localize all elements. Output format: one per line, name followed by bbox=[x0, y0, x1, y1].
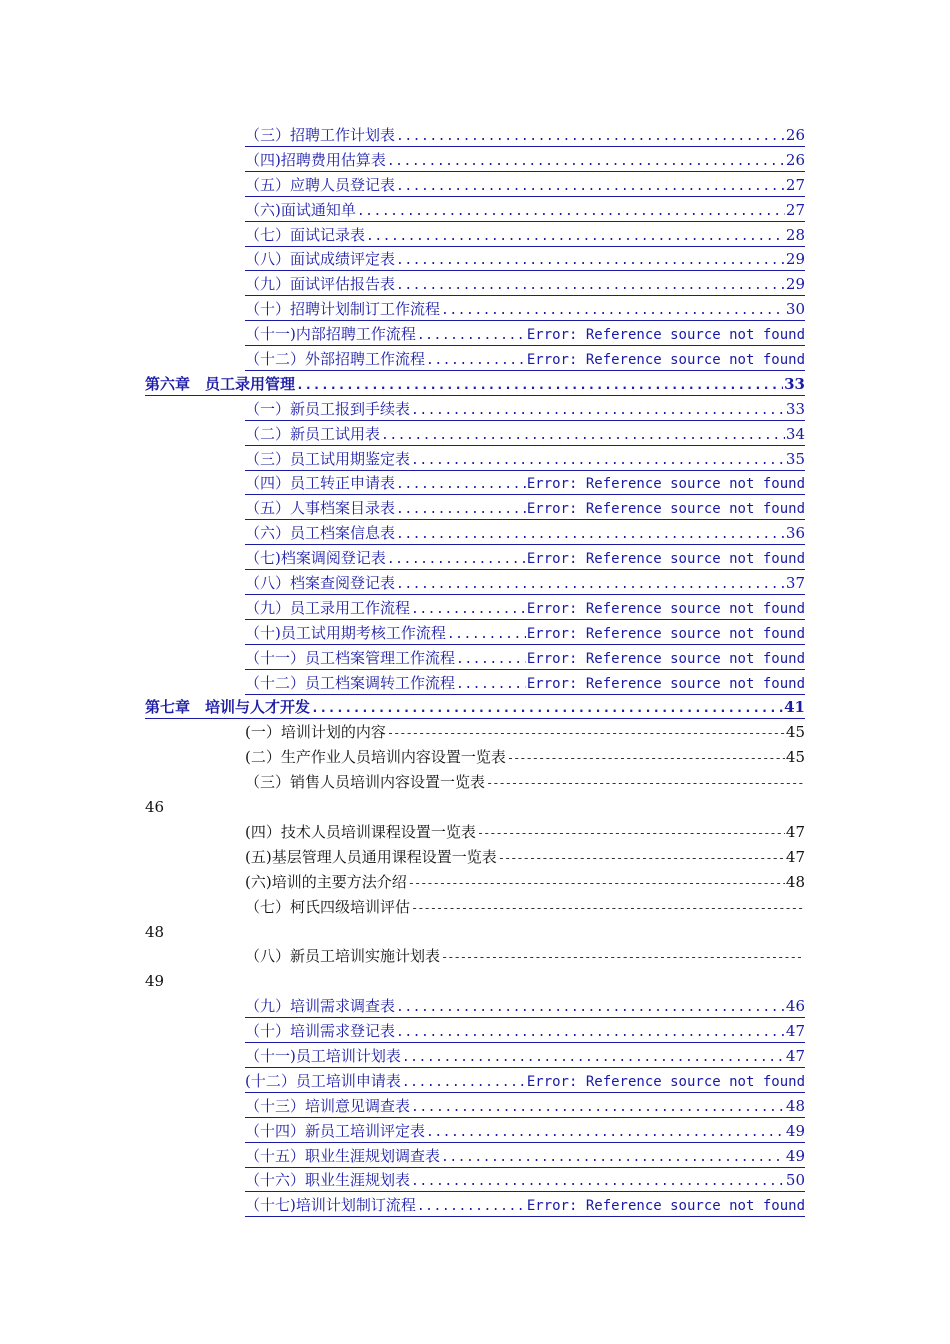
toc-page-number: 47 bbox=[785, 1022, 805, 1041]
toc-wrapped-page-number bbox=[0, 970, 950, 995]
toc-entry-line bbox=[245, 248, 805, 271]
toc-page-number: 46 bbox=[145, 798, 165, 817]
toc-page-number: 27 bbox=[785, 200, 805, 219]
toc-entry-line bbox=[245, 995, 805, 1018]
toc-entry-title: （十四）新员工培训评定表 bbox=[245, 1121, 426, 1140]
toc-entry-line bbox=[245, 721, 805, 743]
toc-entry-line bbox=[245, 298, 805, 321]
toc-entry-title: (一）培训计划的内容 bbox=[245, 723, 386, 742]
toc-entry-title: （十二）员工档案调转工作流程 bbox=[245, 673, 456, 692]
toc-entry bbox=[0, 896, 950, 921]
toc-page-number: 30 bbox=[785, 300, 805, 319]
toc-entry-title: (五)基层管理人员通用课程设置一览表 bbox=[245, 847, 497, 866]
toc-entry-title: （十一）员工档案管理工作流程 bbox=[245, 648, 456, 667]
toc-chapter-entry[interactable] bbox=[0, 696, 950, 721]
toc-page-number: 26 bbox=[785, 150, 805, 169]
toc-entry-title: (十二）员工培训申请表 bbox=[245, 1071, 401, 1090]
toc-page-number: 34 bbox=[785, 424, 805, 443]
toc-entry-title: （八）面试成绩评定表 bbox=[245, 250, 396, 269]
toc-entry-line bbox=[245, 945, 805, 967]
toc-entry[interactable] bbox=[0, 248, 950, 273]
toc-reference-error: Error: Reference source not found bbox=[526, 1073, 805, 1090]
toc-page-number: 45 bbox=[785, 723, 805, 742]
toc-entry-line bbox=[245, 1095, 805, 1118]
toc-entry-line bbox=[245, 149, 805, 172]
toc-entry bbox=[0, 721, 950, 746]
toc-entry-line bbox=[245, 174, 805, 197]
toc-entry-title: （九）面试评估报告表 bbox=[245, 275, 396, 294]
toc-entry-line bbox=[145, 373, 805, 396]
toc-page-number: 29 bbox=[785, 275, 805, 294]
toc-reference-error: Error: Reference source not found bbox=[526, 650, 805, 667]
toc-page-number: 37 bbox=[785, 574, 805, 593]
toc-entry-line bbox=[145, 696, 805, 719]
toc-entry-title: （十二）外部招聘工作流程 bbox=[245, 350, 426, 369]
toc-page-number: 26 bbox=[785, 126, 805, 144]
toc-entry[interactable] bbox=[0, 423, 950, 448]
toc-entry-line bbox=[245, 746, 805, 768]
toc-entry[interactable] bbox=[0, 1120, 950, 1145]
toc-entry[interactable] bbox=[0, 174, 950, 199]
toc-entry-line bbox=[245, 398, 805, 421]
toc-entry[interactable] bbox=[0, 572, 950, 597]
toc-dot-leader bbox=[417, 325, 526, 346]
toc-page-number: 41 bbox=[784, 698, 805, 717]
toc-entry-line bbox=[245, 522, 805, 545]
toc-entry-line bbox=[245, 896, 805, 918]
toc-dot-leader bbox=[381, 425, 785, 446]
toc-dot-leader bbox=[498, 847, 785, 868]
toc-entry-line bbox=[245, 572, 805, 595]
toc-reference-error: Error: Reference source not found bbox=[526, 1198, 805, 1215]
toc-dot-leader bbox=[507, 747, 785, 768]
toc-dot-leader bbox=[387, 722, 785, 743]
toc-entry[interactable] bbox=[0, 622, 950, 647]
toc-entry-line bbox=[245, 622, 805, 645]
toc-dot-leader bbox=[456, 674, 526, 695]
toc-dot-leader bbox=[396, 524, 785, 545]
toc-entry-title: （六）员工档案信息表 bbox=[245, 524, 396, 543]
toc-entry-line bbox=[245, 1045, 805, 1068]
toc-dot-leader bbox=[402, 1072, 526, 1093]
toc-entry bbox=[0, 945, 950, 970]
toc-entry-line bbox=[245, 1070, 805, 1093]
toc-dot-leader bbox=[396, 997, 785, 1018]
toc-page-number: 47 bbox=[785, 1046, 805, 1065]
toc-entry[interactable] bbox=[0, 995, 950, 1020]
toc-dot-leader bbox=[311, 698, 783, 719]
toc-entry[interactable] bbox=[0, 149, 950, 174]
toc-page-number: 48 bbox=[145, 922, 165, 941]
toc-entry-line bbox=[245, 597, 805, 620]
toc-entry-title: （十五）职业生涯规划调查表 bbox=[245, 1146, 441, 1165]
toc-entry bbox=[0, 746, 950, 771]
toc-entry-title: （十三）培训意见调查表 bbox=[245, 1096, 411, 1115]
toc-entry[interactable] bbox=[0, 672, 950, 697]
toc-entry[interactable] bbox=[0, 348, 950, 373]
toc-entry-line bbox=[145, 921, 805, 943]
toc-page-number: 33 bbox=[784, 374, 805, 393]
toc-entry-title: （三）招聘工作计划表 bbox=[245, 126, 396, 144]
toc-chapter-entry[interactable] bbox=[0, 373, 950, 398]
toc-reference-error: Error: Reference source not found bbox=[526, 501, 805, 518]
toc-entry-line bbox=[245, 547, 805, 570]
toc-entry-title: （九）员工录用工作流程 bbox=[245, 598, 411, 617]
toc-dot-leader bbox=[396, 275, 785, 296]
toc-entry[interactable] bbox=[0, 597, 950, 622]
toc-entry-title: （三）销售人员培训内容设置一览表 bbox=[245, 773, 486, 792]
toc-entry-line bbox=[245, 1169, 805, 1192]
toc-reference-error: Error: Reference source not found bbox=[526, 625, 805, 642]
toc-dot-leader bbox=[396, 176, 785, 197]
toc-entry-title: （八）档案查阅登记表 bbox=[245, 574, 396, 593]
toc-entry-title: （三）员工试用期鉴定表 bbox=[245, 449, 411, 468]
toc-entry-line bbox=[145, 970, 805, 992]
toc-entry bbox=[0, 821, 950, 846]
toc-entry[interactable] bbox=[0, 1095, 950, 1120]
toc-dot-leader bbox=[411, 1097, 785, 1118]
toc-entry-line bbox=[245, 448, 805, 471]
toc-reference-error: Error: Reference source not found bbox=[526, 675, 805, 692]
toc-page-number: 50 bbox=[785, 1171, 805, 1190]
toc-reference-error: Error: Reference source not found bbox=[526, 327, 805, 344]
toc-dot-leader bbox=[441, 300, 785, 321]
toc-entry-line bbox=[145, 796, 805, 818]
toc-entry-title: （一）新员工报到手续表 bbox=[245, 399, 411, 418]
toc-entry-title: 第六章 员工录用管理 bbox=[145, 374, 296, 393]
toc-page-number: 29 bbox=[785, 250, 805, 269]
toc-entry-line bbox=[245, 124, 805, 147]
toc-entry-line bbox=[245, 1120, 805, 1143]
toc-entry[interactable] bbox=[0, 224, 950, 249]
toc-entry bbox=[0, 871, 950, 896]
toc-page-number: 48 bbox=[785, 872, 805, 891]
toc-entry-line bbox=[245, 821, 805, 843]
toc-dot-leader bbox=[411, 599, 526, 620]
toc-entry-title: （九）培训需求调查表 bbox=[245, 997, 396, 1016]
toc-entry[interactable] bbox=[0, 298, 950, 323]
toc-dot-leader bbox=[396, 126, 785, 147]
toc-dot-leader bbox=[387, 151, 785, 172]
toc-entry-title: （八）新员工培训实施计划表 bbox=[245, 947, 441, 966]
toc-entry[interactable] bbox=[0, 1020, 950, 1045]
toc-entry bbox=[0, 771, 950, 796]
toc-dot-leader bbox=[411, 400, 785, 421]
toc-page-number: 49 bbox=[785, 1146, 805, 1165]
toc-page-number: 45 bbox=[785, 748, 805, 767]
toc-dot-leader bbox=[366, 226, 785, 247]
toc-entry-line bbox=[245, 846, 805, 868]
toc-entry-line bbox=[245, 1194, 805, 1217]
toc-entry-line bbox=[245, 1020, 805, 1043]
toc-entry-line bbox=[245, 273, 805, 296]
toc-dot-leader bbox=[441, 1147, 785, 1168]
toc-entry-title: （七)档案调阅登记表 bbox=[245, 549, 386, 568]
toc-page-number: 36 bbox=[785, 524, 805, 543]
toc-page-number: 27 bbox=[785, 175, 805, 194]
table-of-contents bbox=[0, 124, 950, 1219]
toc-entry[interactable] bbox=[0, 1194, 950, 1219]
toc-entry-title: （十)员工试用期考核工作流程 bbox=[245, 623, 446, 642]
toc-entry-line bbox=[245, 647, 805, 670]
toc-entry-line bbox=[245, 1145, 805, 1168]
toc-reference-error: Error: Reference source not found bbox=[526, 551, 805, 568]
toc-entry bbox=[0, 846, 950, 871]
toc-page-number: 49 bbox=[145, 972, 165, 991]
toc-entry-title: （十七)培训计划制订流程 bbox=[245, 1196, 416, 1215]
toc-entry-title: （十一)内部招聘工作流程 bbox=[245, 325, 416, 344]
toc-entry-title: (四）技术人员培训课程设置一览表 bbox=[245, 822, 476, 841]
toc-entry[interactable] bbox=[0, 1169, 950, 1194]
toc-entry[interactable] bbox=[0, 448, 950, 473]
toc-entry-title: （十）招聘计划制订工作流程 bbox=[245, 300, 441, 319]
toc-dot-leader bbox=[396, 574, 785, 595]
toc-entry[interactable] bbox=[0, 124, 950, 149]
toc-entry-title: （七）柯氏四级培训评估 bbox=[245, 897, 411, 916]
toc-dot-leader bbox=[408, 872, 785, 893]
toc-entry-line bbox=[245, 497, 805, 520]
toc-dot-leader bbox=[387, 549, 526, 570]
toc-entry-title: （五）应聘人员登记表 bbox=[245, 175, 396, 194]
toc-entry-title: (六)培训的主要方法介绍 bbox=[245, 872, 407, 891]
toc-wrapped-page-number bbox=[0, 921, 950, 946]
toc-entry-title: （十一)员工培训计划表 bbox=[245, 1046, 401, 1065]
toc-page-number: 49 bbox=[785, 1121, 805, 1140]
toc-entry-title: 第七章 培训与人才开发 bbox=[145, 698, 311, 717]
toc-entry-title: （二）新员工试用表 bbox=[245, 424, 381, 443]
toc-dot-leader bbox=[402, 1047, 785, 1068]
toc-entry-title: （六)面试通知单 bbox=[245, 200, 356, 219]
toc-dot-leader bbox=[396, 1022, 785, 1043]
toc-page-number: 28 bbox=[785, 225, 805, 244]
toc-entry[interactable] bbox=[0, 323, 950, 348]
toc-entry-title: （四)招聘费用估算表 bbox=[245, 150, 386, 169]
toc-dot-leader bbox=[396, 499, 526, 520]
toc-entry[interactable] bbox=[0, 398, 950, 423]
toc-reference-error: Error: Reference source not found bbox=[526, 476, 805, 493]
toc-dot-leader bbox=[357, 201, 785, 222]
toc-reference-error: Error: Reference source not found bbox=[526, 352, 805, 369]
toc-entry-line bbox=[245, 423, 805, 446]
toc-entry-title: （十六）职业生涯规划表 bbox=[245, 1171, 411, 1190]
toc-entry[interactable] bbox=[0, 273, 950, 298]
toc-entry[interactable] bbox=[0, 1070, 950, 1095]
toc-page-number: 47 bbox=[785, 847, 805, 866]
toc-entry-title: (二）生产作业人员培训内容设置一览表 bbox=[245, 748, 506, 767]
toc-entry-line bbox=[245, 672, 805, 695]
toc-entry-line bbox=[245, 348, 805, 371]
toc-entry[interactable] bbox=[0, 522, 950, 547]
toc-entry-line bbox=[245, 771, 805, 793]
toc-entry-title: （四）员工转正申请表 bbox=[245, 474, 396, 493]
toc-page-number: 33 bbox=[785, 399, 805, 418]
toc-dot-leader bbox=[411, 897, 804, 918]
toc-entry-line bbox=[245, 224, 805, 247]
toc-reference-error: Error: Reference source not found bbox=[526, 600, 805, 617]
toc-entry[interactable] bbox=[0, 1145, 950, 1170]
toc-dot-leader bbox=[486, 772, 804, 793]
toc-entry-line bbox=[245, 472, 805, 495]
toc-entry[interactable] bbox=[0, 547, 950, 572]
toc-dot-leader bbox=[296, 375, 783, 396]
toc-dot-leader bbox=[426, 350, 526, 371]
toc-page-number: 47 bbox=[785, 822, 805, 841]
toc-wrapped-page-number bbox=[0, 796, 950, 821]
toc-entry[interactable] bbox=[0, 199, 950, 224]
toc-dot-leader bbox=[477, 822, 785, 843]
toc-dot-leader bbox=[417, 1196, 526, 1217]
toc-page-number: 35 bbox=[785, 449, 805, 468]
toc-page-number: 46 bbox=[785, 997, 805, 1016]
toc-entry-line bbox=[245, 323, 805, 346]
toc-dot-leader bbox=[396, 250, 785, 271]
toc-entry-title: （七）面试记录表 bbox=[245, 225, 366, 244]
toc-dot-leader bbox=[447, 624, 526, 645]
toc-dot-leader bbox=[396, 474, 526, 495]
toc-entry[interactable] bbox=[0, 1045, 950, 1070]
toc-entry-line bbox=[245, 871, 805, 893]
toc-entry[interactable] bbox=[0, 647, 950, 672]
toc-dot-leader bbox=[426, 1122, 785, 1143]
toc-entry[interactable] bbox=[0, 497, 950, 522]
toc-dot-leader bbox=[456, 649, 526, 670]
toc-entry[interactable] bbox=[0, 472, 950, 497]
toc-entry-title: （五）人事档案目录表 bbox=[245, 499, 396, 518]
toc-entry-line bbox=[245, 199, 805, 222]
toc-page-number: 48 bbox=[785, 1096, 805, 1115]
toc-dot-leader bbox=[441, 946, 804, 967]
toc-dot-leader bbox=[411, 1171, 785, 1192]
toc-entry-title: （十）培训需求登记表 bbox=[245, 1022, 396, 1041]
toc-dot-leader bbox=[411, 450, 785, 471]
